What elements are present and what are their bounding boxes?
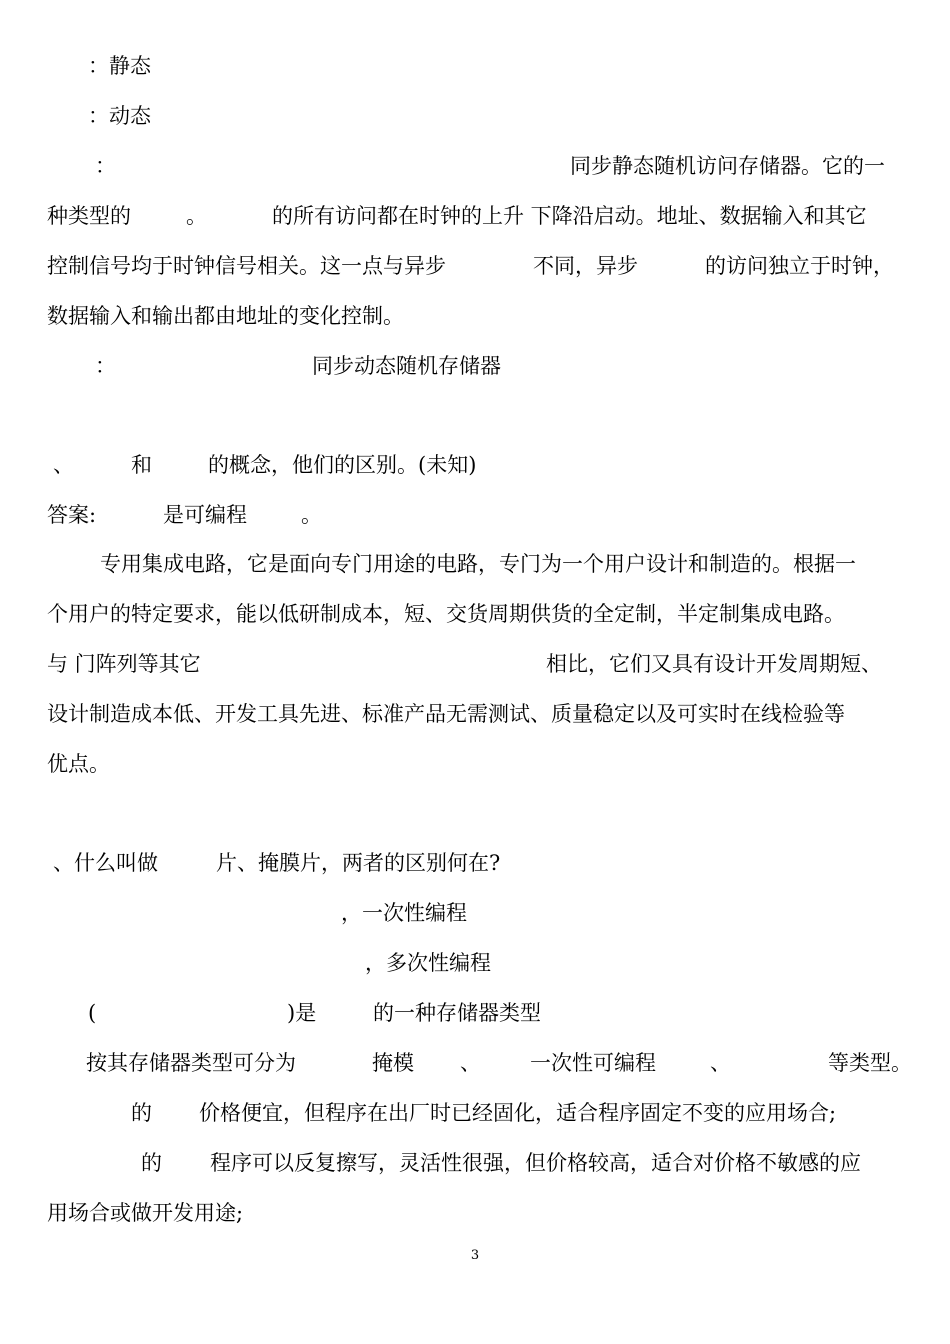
- text-line: [0, 246, 950, 286]
- text-span: 与 门阵列等其它: [47, 652, 201, 676]
- text-span: 等类型。: [828, 1051, 912, 1075]
- text-line: [0, 1143, 950, 1183]
- text-span: ，多次性编程: [365, 951, 491, 975]
- text-span: 控制信号均于时钟信号相关。这一点与异步: [47, 254, 446, 278]
- text-span: 专用集成电路，它是面向专门用途的电路，专门为一个用户设计和制造的。根据一: [100, 552, 856, 576]
- text-span: 片、掩膜片，两者的区别何在?: [216, 851, 501, 875]
- page-number: 3: [470, 1248, 480, 1263]
- text-line: [0, 46, 950, 86]
- text-span: 价格便宜，但程序在出厂时已经固化，适合程序固定不变的应用场合;: [199, 1101, 837, 1125]
- text-span: 的访问独立于时钟，: [705, 254, 894, 278]
- text-line: [0, 744, 950, 784]
- text-line: [0, 1193, 950, 1233]
- text-span: ：动态: [88, 104, 151, 128]
- text-line: [0, 196, 950, 236]
- text-span: 、: [460, 1051, 481, 1075]
- text-span: 掩模: [372, 1051, 414, 1075]
- text-span: 的所有访问都在时钟的上升 下降沿启动。地址、数据输入和其它: [272, 204, 867, 228]
- text-span: 和: [131, 453, 152, 477]
- text-span: 设计制造成本低、开发工具先进、标准产品无需测试、质量稳定以及可实时在线检验等: [47, 702, 845, 726]
- text-line: [0, 495, 950, 535]
- text-line: [0, 943, 950, 983]
- text-span: 同步动态随机存储器: [312, 354, 501, 378]
- text-span: )是: [287, 1001, 317, 1025]
- text-line: [0, 96, 950, 136]
- text-span: 按其存储器类型可分为: [86, 1051, 296, 1075]
- text-span: 答案:: [47, 503, 97, 527]
- text-span: ：静态: [88, 54, 151, 78]
- text-span: 优点。: [47, 752, 110, 776]
- text-line: [0, 893, 950, 933]
- text-span: 种类型的: [47, 204, 131, 228]
- text-span: 的一种存储器类型: [373, 1001, 541, 1025]
- text-span: 一次性可编程: [530, 1051, 656, 1075]
- text-span: 相比，它们又具有设计开发周期短、: [546, 652, 882, 676]
- text-line: [0, 296, 950, 336]
- text-span: 用场合或做开发用途;: [47, 1201, 244, 1225]
- text-span: 。: [301, 503, 322, 527]
- text-span: ，一次性编程: [341, 901, 467, 925]
- text-line: [0, 346, 950, 386]
- text-line: [0, 694, 950, 734]
- text-span: 的概念，他们的区别。(未知): [208, 453, 477, 477]
- text-line: [0, 1093, 950, 1133]
- text-line: [0, 146, 950, 186]
- text-span: 、什么叫做: [53, 851, 158, 875]
- text-line: [0, 993, 950, 1033]
- text-span: 、: [53, 453, 74, 477]
- text-span: 。: [186, 204, 207, 228]
- text-span: 、: [710, 1051, 731, 1075]
- text-span: ：: [95, 154, 116, 178]
- text-span: 是可编程: [163, 503, 247, 527]
- text-span: 同步静态随机访问存储器。它的一: [570, 154, 885, 178]
- text-line: [0, 544, 950, 584]
- text-span: 个用户的特定要求，能以低研制成本，短、交货周期供货的全定制，半定制集成电路。: [47, 602, 845, 626]
- text-span: 的: [141, 1151, 162, 1175]
- text-span: ：: [95, 354, 116, 378]
- text-span: 不同，异步: [533, 254, 638, 278]
- text-span: 程序可以反复擦写，灵活性很强，但价格较高，适合对价格不敏感的应: [210, 1151, 861, 1175]
- text-line: [0, 445, 950, 485]
- text-span: (: [88, 1001, 97, 1025]
- text-line: [0, 644, 950, 684]
- text-line: [0, 594, 950, 634]
- text-span: 的: [131, 1101, 152, 1125]
- text-line: [0, 843, 950, 883]
- text-span: 数据输入和输出都由地址的变化控制。: [47, 304, 404, 328]
- text-line: [0, 1043, 950, 1083]
